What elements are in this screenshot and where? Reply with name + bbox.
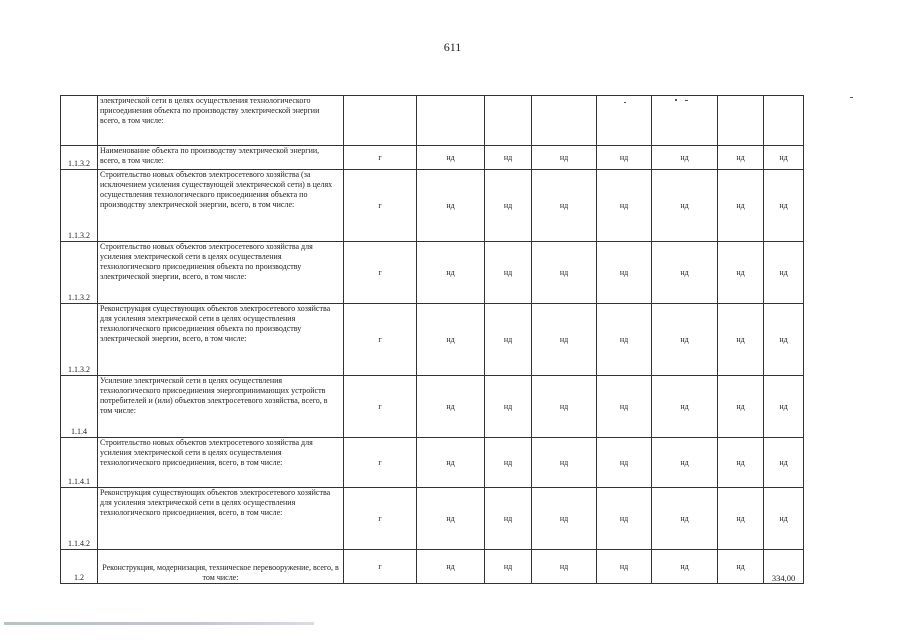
row-code [61,96,98,146]
value-cell: нд [718,242,764,304]
value-cell [344,96,417,146]
row-code: 1.1.3.2 [61,304,98,376]
value-cell: нд [532,242,597,304]
value-cell: нд [417,488,485,550]
row-description: Строительство новых объектов электросетевого хозяйства для усиления электрической сети в целях осуществления технологического присоединения объекта по производству электрической энергии, всего, в том числе: [98,242,344,304]
page-number: 611 [443,40,462,54]
scan-edge-artifact [4,622,314,625]
value-cell: нд [417,376,485,438]
value-cell: нд [764,242,804,304]
value-cell: нд [764,438,804,488]
value-cell: нд [652,376,718,438]
value-cell [597,96,652,146]
row-code: 1.1.4.1 [61,438,98,488]
value-cell: нд [417,146,485,170]
value-cell: нд [718,304,764,376]
value-cell: г [344,170,417,242]
value-cell: нд [485,304,532,376]
value-cell: нд [532,376,597,438]
value-cell: нд [718,488,764,550]
row-description: Реконструкция существующих объектов электросетевого хозяйства для усиления электрической сети в целях осуществления технологического присоединения объекта по производству электрической энергии, всего, в том числе: [98,304,344,376]
table-row [61,376,804,438]
row-code: 1.1.3.2 [61,170,98,242]
row-description: Усиление электрической сети в целях осуществления технологического присоединения энергопринимающих устройств потребителей и (или) объектов электросетевого хозяйства, всего, в том числе: [98,376,344,438]
table-row [61,242,804,304]
value-cell: нд [718,146,764,170]
value-cell: г [344,550,417,584]
value-cell: нд [652,550,718,584]
value-cell: нд [597,438,652,488]
value-cell: нд [652,146,718,170]
scan-speck [624,102,626,103]
value-cell: нд [652,170,718,242]
table-row [61,438,804,488]
table-row [61,304,804,376]
value-cell: нд [718,550,764,584]
value-cell: нд [485,242,532,304]
value-cell: г [344,304,417,376]
row-description: Реконструкция существующих объектов электросетевого хозяйства для усиления электрической сети в целях осуществления технологического присоединения, всего, в том числе: [98,488,344,550]
value-cell: нд [417,304,485,376]
value-cell [718,96,764,146]
table-row [61,96,804,146]
value-cell: нд [485,488,532,550]
value-cell: нд [764,304,804,376]
row-description: Строительство новых объектов электросетевого хозяйства для усиления электрической сети в целях осуществления технологического присоединения, всего, в том числе: [98,438,344,488]
value-cell: г [344,376,417,438]
row-description: электрической сети в целях осуществления технологического присоединения объекта по производству электрической энергии всего, в том числе: [98,96,344,146]
table-row [61,146,804,170]
row-code: 1.1.4.2 [61,488,98,550]
value-cell: 334,00 [764,550,804,584]
scan-speck [685,100,688,101]
value-cell: нд [718,170,764,242]
value-cell: нд [532,488,597,550]
value-cell: нд [485,550,532,584]
row-description: Наименование объекта по производству электрической энергии, всего, в том числе: [98,146,344,170]
row-description: Реконструкция, модернизация, техническое перевооружение, всего, в том числе: [98,550,344,584]
value-cell: нд [718,438,764,488]
scan-speck [675,99,677,101]
value-cell: нд [532,550,597,584]
value-cell: нд [764,146,804,170]
value-cell: нд [652,438,718,488]
value-cell: нд [417,242,485,304]
value-cell: нд [532,304,597,376]
value-cell: г [344,438,417,488]
value-cell: нд [597,242,652,304]
table-row [61,550,804,584]
value-cell: нд [764,376,804,438]
data-table [60,95,804,584]
row-code: 1.1.4 [61,376,98,438]
row-description: Строительство новых объектов электросетевого хозяйства (за исключением усиления существующей электрической сети) в целях осуществления технологического присоединения объекта по производству электрической энергии, всего, в том числе: [98,170,344,242]
value-cell: нд [485,146,532,170]
value-cell: нд [485,170,532,242]
value-cell [652,96,718,146]
value-cell: нд [417,438,485,488]
value-cell [764,96,804,146]
value-cell: нд [597,488,652,550]
value-cell: нд [417,170,485,242]
value-cell: нд [417,550,485,584]
value-cell: нд [652,242,718,304]
value-cell: г [344,146,417,170]
value-cell: нд [485,376,532,438]
value-cell: нд [764,170,804,242]
value-cell: нд [597,550,652,584]
value-cell: нд [532,146,597,170]
row-code: 1.1.3.2 [61,242,98,304]
value-cell [417,96,485,146]
value-cell: г [344,242,417,304]
table-row [61,170,804,242]
value-cell: нд [597,376,652,438]
value-cell: нд [597,146,652,170]
value-cell: нд [652,304,718,376]
value-cell: нд [597,170,652,242]
value-cell: г [344,488,417,550]
value-cell: нд [485,438,532,488]
value-cell: нд [597,304,652,376]
value-cell: нд [718,376,764,438]
row-code: 1.2 [61,550,98,584]
scan-speck [850,97,853,98]
value-cell: нд [652,488,718,550]
table-row [61,488,804,550]
row-code: 1.1.3.2 [61,146,98,170]
value-cell: нд [532,438,597,488]
value-cell [532,96,597,146]
value-cell: нд [764,488,804,550]
value-cell: нд [532,170,597,242]
value-cell [485,96,532,146]
